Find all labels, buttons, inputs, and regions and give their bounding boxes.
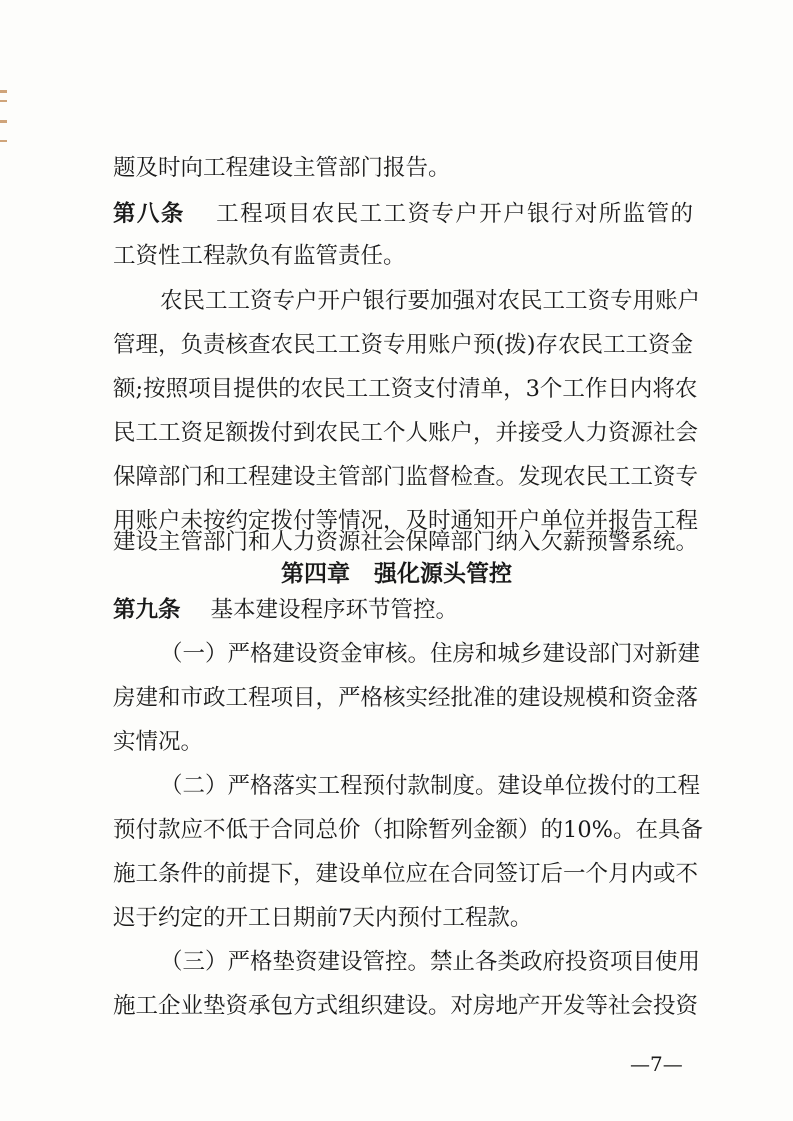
paragraph-line: 工资性工程款负有监管责任。 [113,243,406,269]
paragraph-line: （一）严格建设资金审核。住房和城乡建设部门对新建 [160,641,701,667]
paragraph-line: 农民工工资专户开户银行要加强对农民工工资专用账户 [160,288,701,314]
paragraph-line: （二）严格落实工程预付款制度。建设单位拨付的工程 [160,773,701,799]
paragraph-line: 管理，负责核查农民工工资专用账户预(拨)存农民工工资金 [113,332,694,358]
scan-margin-mark [0,120,7,123]
paragraph-line-text: 工程项目农民工工资专户开户银行对所监管的 [214,201,693,227]
paragraph-line: 建设主管部门和人力资源社会保障部门纳入欠薪预警系统。 [113,529,699,555]
scan-margin-mark [0,100,7,102]
page-number: —7— [630,1052,683,1076]
paragraph-line: 用账户未按约定拨付等情况，及时通知开户单位并报告工程 [113,508,699,534]
article-9-label: 第九条 [113,597,181,623]
paragraph-line: 保障部门和工程建设主管部门监督检查。发现农民工工资专 [113,464,699,490]
paragraph-line: 民工工资足额拨付到农民工个人账户，并接受人力资源社会 [113,420,699,446]
paragraph-line-text: 基本建设程序环节管控。 [210,597,459,623]
chapter-heading: 第四章 强化源头管控 [280,561,513,587]
paragraph-line: 实情况。 [113,729,204,755]
paragraph-line: 预付款应不低于合同总价（扣除暂列金额）的10%。在具备 [113,817,704,843]
paragraph-line: 施工企业垫资承包方式组织建设。对房地产开发等社会投资 [113,993,699,1019]
paragraph-line: （三）严格垫资建设管控。禁止各类政府投资项目使用 [160,949,701,975]
paragraph-line: 房建和市政工程项目，严格核实经批准的建设规模和资金落 [113,685,699,711]
paragraph-line: 额;按照项目提供的农民工工资支付清单，3个工作日内将农 [113,376,698,402]
paragraph-line: 迟于约定的开工日期前7天内预付工程款。 [113,905,533,931]
scan-margin-mark [0,90,7,93]
article-9-line [113,596,693,624]
paragraph-line: 题及时向工程建设主管部门报告。 [113,155,451,181]
paragraph-line: 施工条件的前提下，建设单位应在合同签订后一个月内或不 [113,861,699,887]
article-8-line [113,200,693,228]
article-8-label: 第八条 [113,201,185,227]
scan-margin-mark [0,140,7,142]
